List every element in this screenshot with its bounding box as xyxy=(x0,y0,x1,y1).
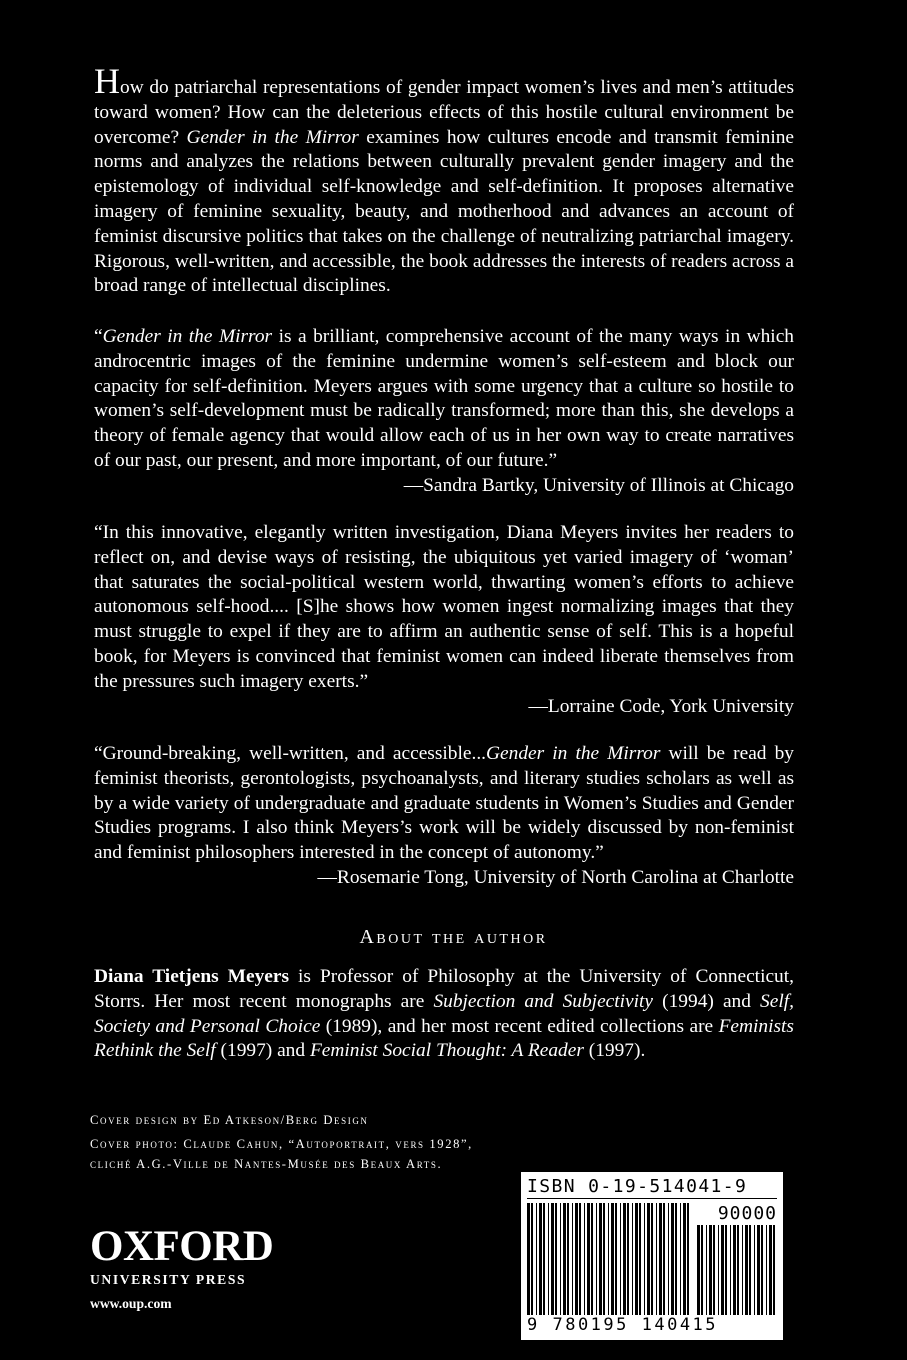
barcode-bar xyxy=(623,1203,626,1315)
barcode-bar xyxy=(656,1203,657,1315)
barcode-bar xyxy=(563,1203,566,1315)
barcode-bar xyxy=(587,1203,590,1315)
barcode-bar xyxy=(701,1225,703,1315)
text-run: (1997). xyxy=(583,1040,646,1062)
barcode-bar xyxy=(647,1203,650,1315)
ean-barcode xyxy=(527,1203,693,1315)
addon-barcode xyxy=(697,1225,777,1315)
author-name: Diana Tietjens Meyers xyxy=(94,966,290,987)
endorsement-1 xyxy=(94,325,794,499)
barcode-bar xyxy=(591,1203,593,1315)
barcode-bar xyxy=(675,1203,677,1315)
barcode-bar xyxy=(627,1203,629,1315)
book-title-italic: Self, Society and Personal Choice xyxy=(94,990,794,1037)
barcode-bar xyxy=(697,1225,700,1315)
barcode-bar xyxy=(749,1225,751,1315)
author-bio xyxy=(94,965,794,1064)
barcode-bar xyxy=(539,1203,542,1315)
barcode-bar xyxy=(659,1203,662,1315)
text-run: will be read by feminist theorists, gerontologists, psychoanalysts, and literary studies scholars as well as by a wide variety of undergraduate and graduate students in Women’s Studies and Gender Studies programs. I also think Meyers’s work will be widely discussed by non-feminist and feminist philosophers interested in the concept of autonomy.” xyxy=(94,743,794,864)
book-title-italic: Gender in the Mirror xyxy=(186,126,359,148)
barcode-bar xyxy=(761,1225,763,1315)
book-description-block xyxy=(94,61,795,299)
barcode-bar xyxy=(572,1203,573,1315)
barcode-bar xyxy=(599,1203,602,1315)
text-run: is Professor of Philosophy at the University of Connecticut, Storrs. Her most recent monographs are xyxy=(94,966,794,1012)
text-run: (1997) and xyxy=(215,1040,310,1062)
book-description xyxy=(94,61,795,299)
text-run: (1994) and xyxy=(653,990,761,1012)
barcode-bar xyxy=(725,1225,727,1315)
barcode-bar xyxy=(531,1203,533,1315)
barcode-bar xyxy=(737,1225,739,1315)
barcode-bar xyxy=(555,1203,557,1315)
endorsement-quote xyxy=(94,742,794,866)
endorsement-attribution: —Rosemarie Tong, University of North Carolina at Charlotte xyxy=(317,866,794,888)
cover-design-credit: Cover design by Ed Atkeson/Berg Design xyxy=(90,1113,369,1127)
text-run: “In this innovative, elegantly written investigation, Diana Meyers invites her readers to reflect on, and devise ways of resisting, the ubiquitous yet varied imagery of ‘woman’ that saturates the social-political western world, thwarting women’s efforts to achieve autonomous self-hood.... [S]he shows how women ingest normalizing images that they must struggle to expel if they are to affirm an authentic sense of self. This is a hopeful book, for Meyers is convinced that feminist women can indeed liberate themselves from the pressures such imagery exerts.” xyxy=(94,522,794,692)
book-title-italic: Gender in the Mirror xyxy=(102,326,273,347)
drop-cap: H xyxy=(94,61,120,101)
barcode-bar xyxy=(706,1225,707,1315)
barcode-bar xyxy=(543,1203,545,1315)
barcode-bar xyxy=(620,1203,621,1315)
barcode-bar xyxy=(683,1203,686,1315)
barcode-bar xyxy=(773,1225,775,1315)
barcode-bar xyxy=(611,1203,614,1315)
barcode-bar xyxy=(709,1225,712,1315)
barcode-bar xyxy=(579,1203,581,1315)
barcode-bar xyxy=(567,1203,569,1315)
publisher-logo xyxy=(90,1224,273,1312)
text-run: “Ground-breaking, well-written, and accessible... xyxy=(94,743,487,764)
publisher-subtitle: UNIVERSITY PRESS xyxy=(90,1272,247,1287)
isbn-barcode-box xyxy=(521,1172,783,1340)
barcode-bar xyxy=(663,1203,665,1315)
barcode-bar xyxy=(742,1225,743,1315)
isbn-number: ISBN 0-19-514041-9 xyxy=(527,1176,777,1199)
barcode-bar xyxy=(745,1225,748,1315)
endorsement-attribution: —Sandra Bartky, University of Illinois at Chicago xyxy=(403,474,794,496)
barcode-bar xyxy=(671,1203,674,1315)
barcode-bar xyxy=(680,1203,681,1315)
barcode-bar xyxy=(608,1203,609,1315)
barcode-bar xyxy=(721,1225,724,1315)
text-run: (1989), and her most recent edited collections are xyxy=(320,1015,719,1037)
text-run: “ xyxy=(94,326,103,347)
publisher-name: OXFORD xyxy=(90,1223,274,1270)
barcode-bar xyxy=(603,1203,605,1315)
barcode-bar xyxy=(754,1225,755,1315)
barcode-bar xyxy=(651,1203,653,1315)
book-title-italic: Subjection and Subjectivity xyxy=(433,990,654,1012)
book-title-italic: Feminists Rethink the Self xyxy=(94,1015,794,1062)
barcode-bar xyxy=(596,1203,597,1315)
barcode-bar xyxy=(766,1225,767,1315)
text-run: ow do patriarchal representations of gender impact women’s lives and men’s attitudes toward women? How can the deleterious effects of this hostile cultural environment be overcome? xyxy=(94,77,794,148)
description-text xyxy=(94,77,794,296)
barcode-bar xyxy=(560,1203,561,1315)
text-run: examines how cultures encode and transmit feminine norms and analyzes the relations between culturally prevalent gender imagery and the epistemology of individual self-knowledge and self-definition. It proposes alternative imagery of feminine sexuality, beauty, and motherhood and advances an account of feminist discursive politics that takes on the challenge of neutralizing patriarchal imagery. Rigorous, well-written, and accessible, the book addresses the interests of readers across a broad range of intellectual disciplines. xyxy=(94,126,795,297)
barcode-bar xyxy=(575,1203,578,1315)
barcode-bar xyxy=(733,1225,736,1315)
barcode-bar xyxy=(615,1203,617,1315)
barcode-bar xyxy=(769,1225,772,1315)
barcode-bar xyxy=(757,1225,760,1315)
barcode-bar xyxy=(713,1225,715,1315)
endorsement-quote xyxy=(94,521,794,695)
barcode-bar xyxy=(536,1203,537,1315)
ean-number: 9 780195 140415 xyxy=(527,1315,719,1335)
barcode-bar xyxy=(668,1203,669,1315)
endorsement-attribution: —Lorraine Code, York University xyxy=(528,695,794,717)
barcode-bar xyxy=(687,1203,689,1315)
barcode-bar xyxy=(639,1203,641,1315)
barcode-bar xyxy=(548,1203,549,1315)
barcode-bar xyxy=(644,1203,645,1315)
barcode-bar xyxy=(635,1203,638,1315)
barcode-bar xyxy=(584,1203,585,1315)
about-author-heading: About the author xyxy=(359,926,548,948)
barcode-bar xyxy=(718,1225,719,1315)
text-run: is a brilliant, comprehensive account of the many ways in which androcentric images of the feminine undermine women’s self-esteem and block our capacity for self-definition. Meyers argues with some urgency that a culture so hostile to women’s self-development must be radically transformed; more than this, she develops a theory of female agency that would allow each of us in her own way to create narratives of our past, our present, and more important, of our future.” xyxy=(94,326,794,471)
endorsement-2 xyxy=(94,521,794,719)
barcode-bar xyxy=(730,1225,731,1315)
barcode-bar xyxy=(551,1203,554,1315)
book-title-italic: Gender in the Mirror xyxy=(486,743,661,764)
publisher-url[interactable]: www.oup.com xyxy=(90,1296,172,1311)
price-code: 90000 xyxy=(717,1203,777,1224)
endorsement-3 xyxy=(94,742,794,891)
book-title-italic: Feminist Social Thought: A Reader xyxy=(309,1040,584,1062)
barcode-bar xyxy=(527,1203,530,1315)
endorsement-quote xyxy=(94,325,794,474)
cover-photo-credit: Cover photo: Claude Cahun, “Autoportrait, vers 1928”, cliché A.G.-Ville de Nantes-Musée des Beaux Arts. xyxy=(90,1137,473,1171)
about-author-block xyxy=(94,965,794,1064)
barcode-bar xyxy=(632,1203,633,1315)
